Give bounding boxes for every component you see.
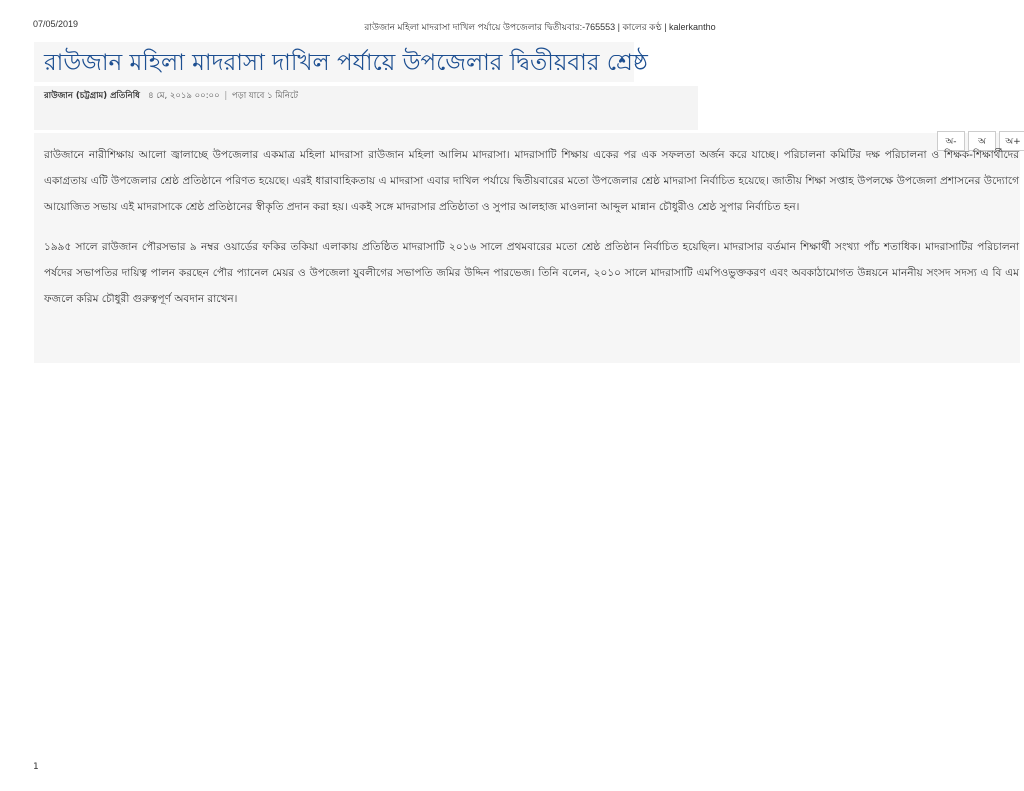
byline [44, 89, 298, 103]
font-reset-button[interactable]: অ [968, 131, 996, 151]
article-paragraph-1: রাউজানে নারীশিক্ষায় আলো জ্বালাচ্ছে উপজেলার একমাত্র মহিলা মাদরাসা রাউজান মহিলা আলিম মাদরাসা। মাদরাসাটি শিক্ষায় একের পর এক সফলতা অর্জন করে যাচ্ছে। পরিচালনা কমিটির দক্ষ পরিচালনা ও শিক্ষক-শিক্ষার্থীদের একাগ্রতায় এটি উপজেলার শ্রেষ্ঠ প্রতিষ্ঠানে পরিণত হয়েছে। এরই ধারাবাহিকতায় এ মাদরাসা এবার দাখিল পর্যায়ে দ্বিতীয়বারের মতো উপজেলার শ্রেষ্ঠ মাদরাসা নির্বাচিত হয়েছে। জাতীয় শিক্ষা সপ্তাহ উপলক্ষে উপজেলা প্রশাসনের উদ্যোগে আয়োজিত সভায় এই মাদরাসাকে শ্রেষ্ঠ প্রতিষ্ঠানের স্বীকৃতি প্রদান করা হয়। একই সঙ্গে মাদরাসার প্রতিষ্ঠাতা ও সুপার আলহাজ মাওলানা আব্দুল মান্নান চৌধুরীও শ্রেষ্ঠ সুপার নির্বাচিত হন। [44, 149, 1019, 213]
article-body [44, 142, 1019, 326]
print-date: 07/05/2019 [33, 19, 79, 29]
article-paragraph-2: ১৯৯৫ সালে রাউজান পৌরসভার ৯ নম্বর ওয়ার্ডের ফকির তকিয়া এলাকায় প্রতিষ্ঠিত মাদরাসাটি ২০১৬ সালে প্রথমবারের মতো শ্রেষ্ঠ প্রতিষ্ঠান নির্বাচিত হয়েছিল। মাদরাসার বর্তমান শিক্ষার্থী সংখ্যা পাঁচ শতাধিক। মাদরাসাটির পরিচালনা পর্ষদের সভাপতির দায়িত্ব পালন করছেন পৌর প্যানেল মেয়র ও উপজেলা যুবলীগের সভাপতি জমির উদ্দিন পারভেজ। তিনি বলেন, ২০১০ সালে মাদরাসাটি এমপিওভুক্তকরণ এবং অবকাঠামোগত উন্নয়নে মাননীয় সংসদ সদস্য এ বি এম ফজলে করিম চৌধুরী গুরুত্বপূর্ণ অবদান রাখেন। [44, 241, 1019, 305]
byline-read-time: পড়া যাবে ১ মিনিটে [231, 91, 299, 101]
article-headline: রাউজান মহিলা মাদরাসা দাখিল পর্যায়ে উপজেলার দ্বিতীয়বার শ্রেষ্ঠ [44, 50, 648, 76]
byline-datetime: ৪ মে, ২০১৯ ০০:০০ [148, 91, 220, 101]
print-page-title: রাউজান মহিলা মাদরাসা দাখিল পর্যায়ে উপজেলার দ্বিতীয়বার:-765553 | কালের কণ্ঠ | kalerkantho [364, 22, 716, 32]
font-increase-button[interactable]: অ+ [999, 131, 1024, 151]
byline-separator: | [224, 91, 228, 101]
byline-author: রাউজান (চট্টগ্রাম) প্রতিনিধি [44, 91, 140, 101]
page-number: 1 [33, 762, 39, 772]
font-decrease-button[interactable]: অ- [937, 131, 965, 151]
